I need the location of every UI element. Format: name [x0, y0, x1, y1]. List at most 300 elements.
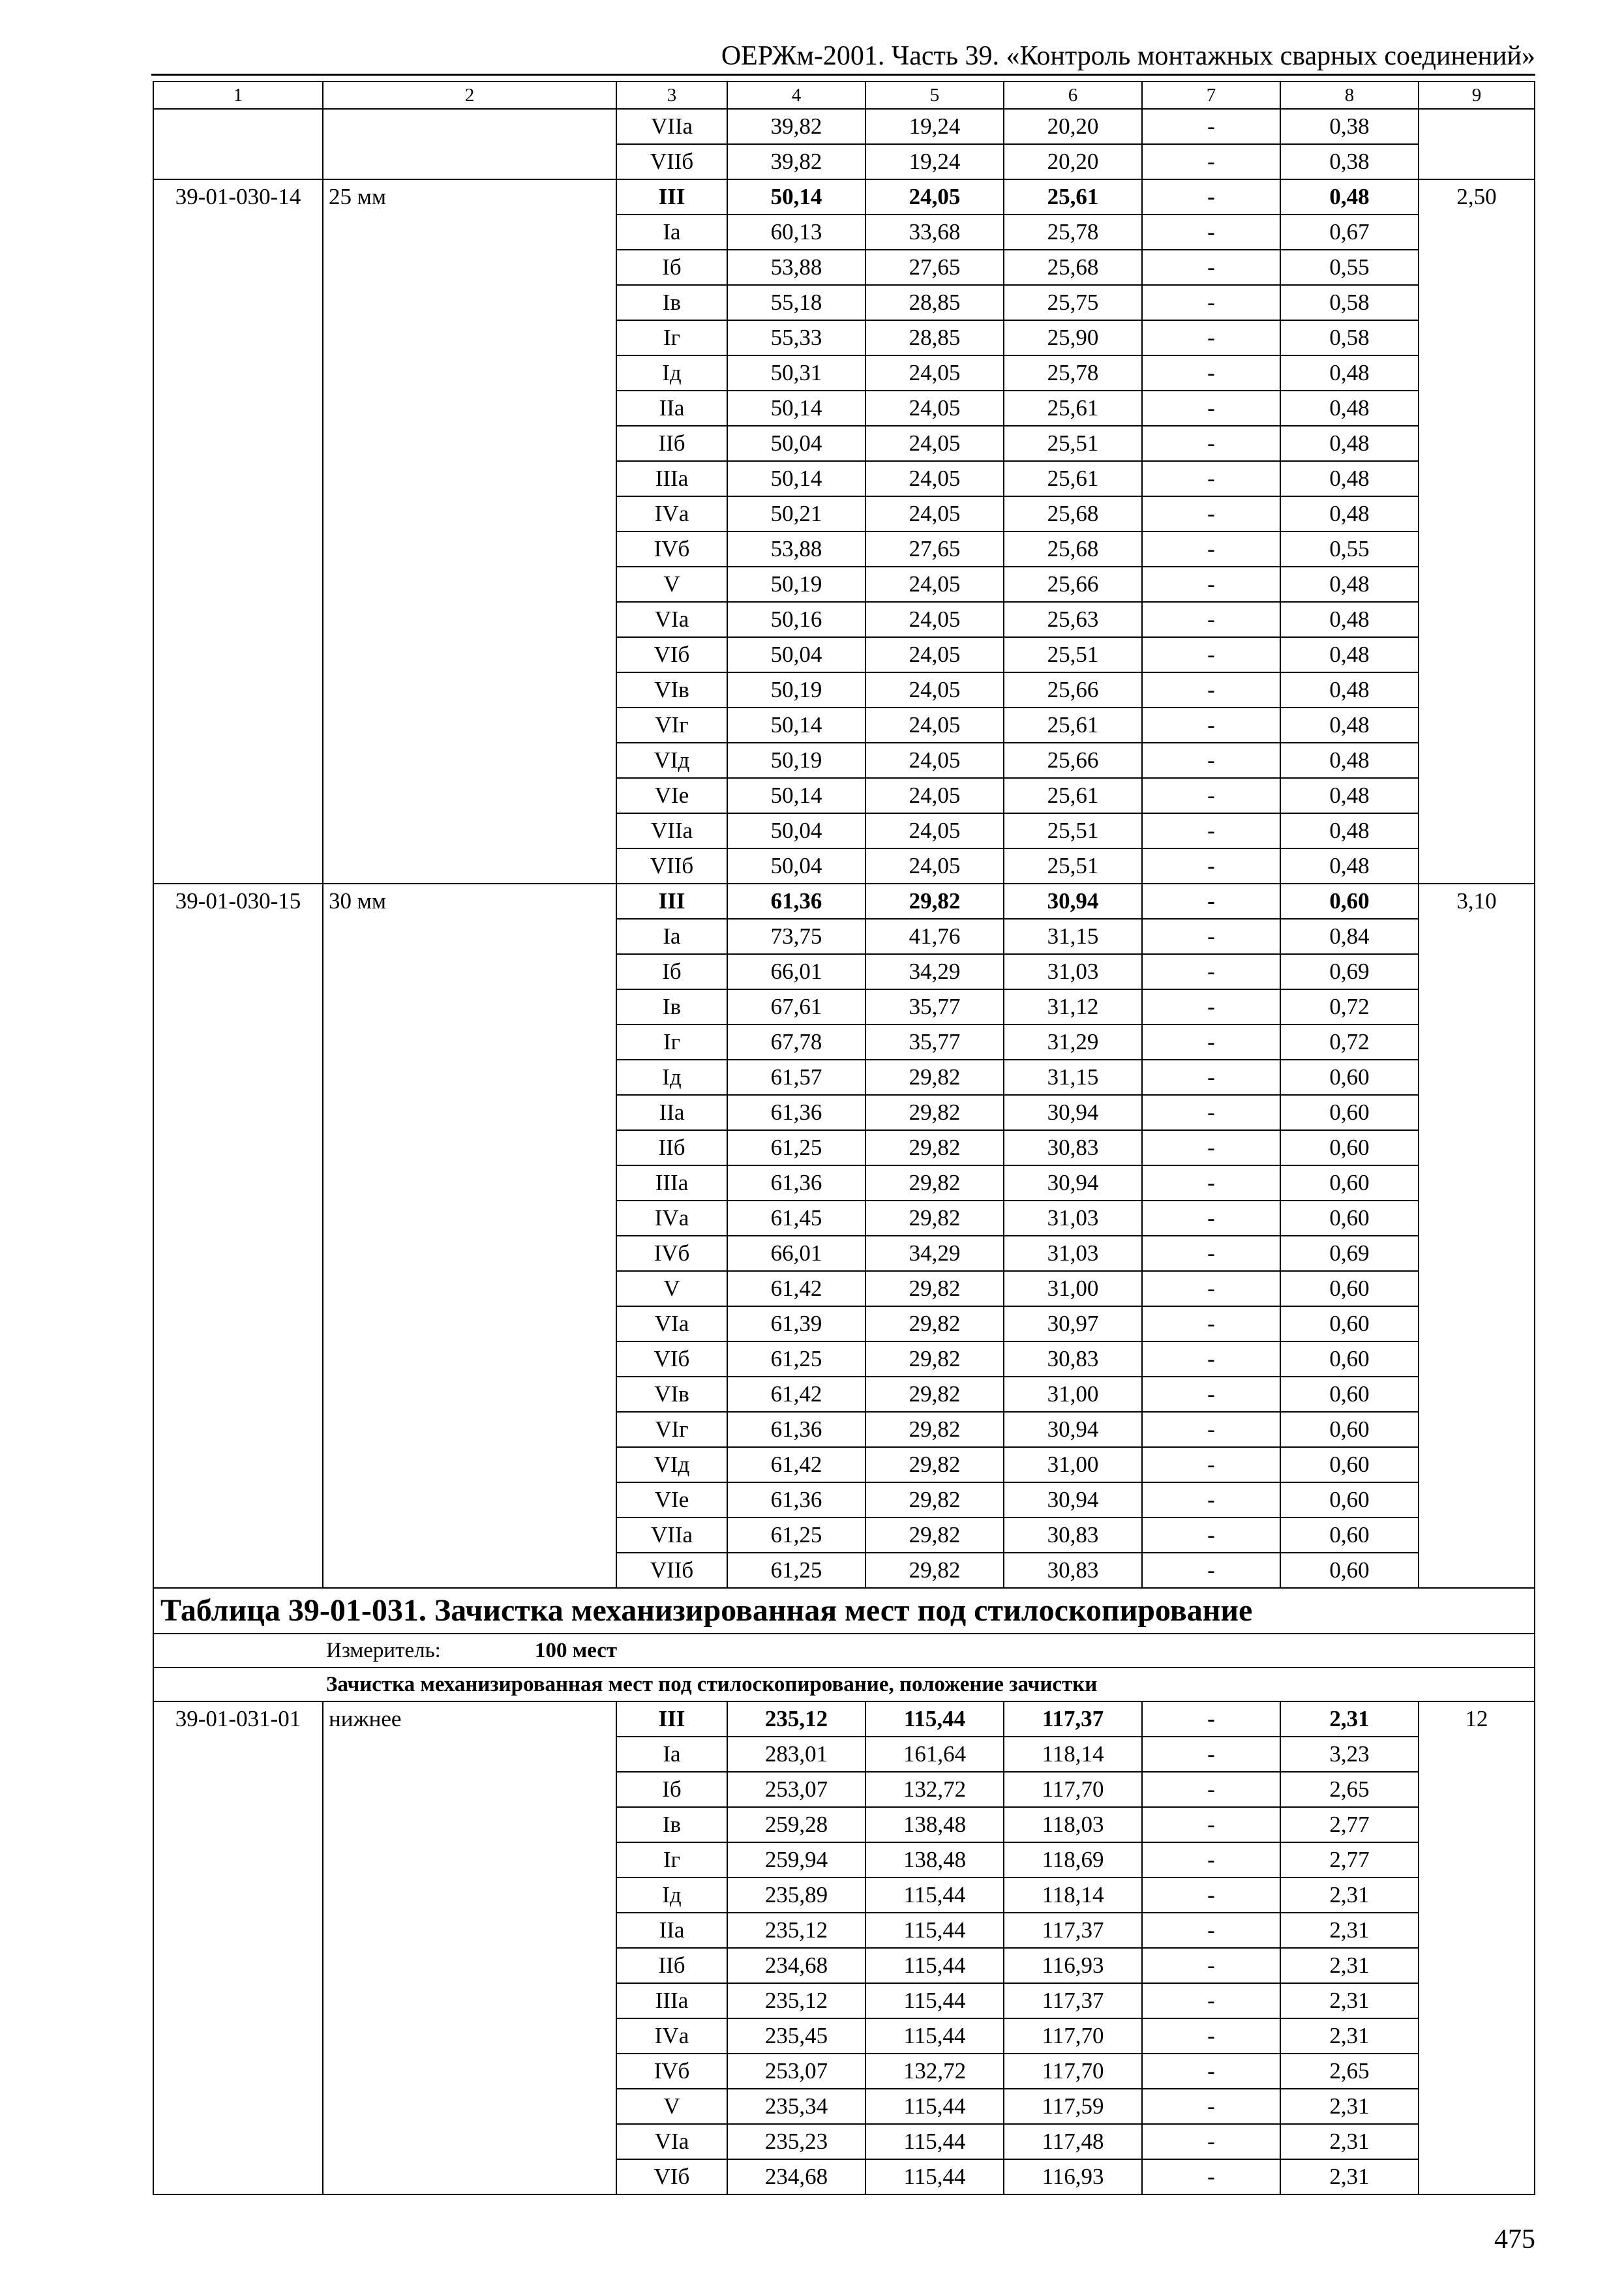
value-cell-8: 2,77	[1280, 1842, 1419, 1878]
value-cell-8: 0,60	[1280, 1377, 1419, 1412]
value-cell-5: 19,24	[865, 144, 1004, 179]
value-cell-5: 35,77	[865, 1025, 1004, 1060]
value-cell-7: -	[1142, 1271, 1280, 1306]
rate-code-cell: 39-01-031-01	[153, 1701, 323, 2194]
zone-cell: Iд	[616, 1878, 727, 1913]
value-cell-8: 0,69	[1280, 954, 1419, 989]
value-cell-7: -	[1142, 1412, 1280, 1447]
value-cell-6: 25,51	[1004, 426, 1142, 461]
value-cell-5: 35,77	[865, 989, 1004, 1025]
value-cell-4: 50,04	[727, 848, 865, 884]
value-cell-8: 0,60	[1280, 884, 1419, 919]
value-cell-7: -	[1142, 1737, 1280, 1772]
value-cell-7: -	[1142, 1236, 1280, 1271]
value-cell-6: 118,14	[1004, 1737, 1142, 1772]
value-cell-6: 117,70	[1004, 2054, 1142, 2089]
value-cell-5: 29,82	[865, 1095, 1004, 1130]
value-cell-7: -	[1142, 1701, 1280, 1737]
value-cell-8: 0,48	[1280, 496, 1419, 531]
value-cell-4: 235,12	[727, 1983, 865, 2018]
unit-cell	[153, 1634, 1535, 1668]
value-cell-7: -	[1142, 989, 1280, 1025]
value-cell-8: 0,72	[1280, 989, 1419, 1025]
value-cell-8: 2,31	[1280, 1701, 1419, 1737]
value-cell-7: -	[1142, 954, 1280, 989]
value-cell-5: 28,85	[865, 320, 1004, 355]
value-cell-8: 0,72	[1280, 1025, 1419, 1060]
value-cell-6: 25,51	[1004, 848, 1142, 884]
zone-cell: Iв	[616, 1807, 727, 1842]
rate-name-cell: 25 мм	[323, 179, 616, 884]
column-number: 4	[727, 82, 865, 109]
section-row	[153, 1668, 1535, 1701]
zone-cell: IVа	[616, 496, 727, 531]
value-cell-6: 31,15	[1004, 919, 1142, 954]
zone-cell: VIIб	[616, 848, 727, 884]
value-cell-8: 0,60	[1280, 1130, 1419, 1165]
table-title: Таблица 39-01-031. Зачистка механизированная мест под стилоскопирование	[153, 1588, 1535, 1634]
value-cell-4: 60,13	[727, 215, 865, 250]
value-cell-7: -	[1142, 391, 1280, 426]
value-cell-8: 0,84	[1280, 919, 1419, 954]
value-cell-6: 30,83	[1004, 1130, 1142, 1165]
value-cell-5: 24,05	[865, 461, 1004, 496]
value-cell-4: 50,14	[727, 708, 865, 743]
zone-cell: V	[616, 567, 727, 602]
value-cell-7: -	[1142, 919, 1280, 954]
value-cell-5: 115,44	[865, 2159, 1004, 2194]
zone-cell: VIб	[616, 637, 727, 672]
value-cell-5: 115,44	[865, 1948, 1004, 1983]
zone-cell: VIг	[616, 1412, 727, 1447]
value-cell-8: 0,67	[1280, 215, 1419, 250]
value-cell-5: 161,64	[865, 1737, 1004, 1772]
value-cell-7: -	[1142, 1060, 1280, 1095]
value-cell-4: 235,89	[727, 1878, 865, 1913]
value-cell-5: 115,44	[865, 1983, 1004, 2018]
zone-cell: Iа	[616, 919, 727, 954]
value-cell-7: -	[1142, 1807, 1280, 1842]
unit-value: 100 мест	[535, 1639, 618, 1662]
value-cell-7: -	[1142, 1553, 1280, 1588]
value-cell-4: 53,88	[727, 250, 865, 285]
value-cell-4: 50,14	[727, 179, 865, 215]
value-cell-7: -	[1142, 531, 1280, 567]
zone-cell: IIIа	[616, 1165, 727, 1201]
value-cell-7: -	[1142, 567, 1280, 602]
zone-cell: Iб	[616, 250, 727, 285]
value-cell-5: 29,82	[865, 1130, 1004, 1165]
value-cell-8: 2,31	[1280, 2018, 1419, 2054]
value-cell-6: 117,37	[1004, 1701, 1142, 1737]
value-cell-7: -	[1142, 1165, 1280, 1201]
value-cell-6: 30,83	[1004, 1553, 1142, 1588]
zone-cell: Iа	[616, 215, 727, 250]
value-cell-4: 67,78	[727, 1025, 865, 1060]
value-cell-6: 25,61	[1004, 778, 1142, 813]
value-cell-6: 20,20	[1004, 109, 1142, 144]
value-cell-7: -	[1142, 2089, 1280, 2124]
value-cell-5: 24,05	[865, 179, 1004, 215]
value-cell-7: -	[1142, 109, 1280, 144]
value-cell-7: -	[1142, 1025, 1280, 1060]
value-cell-8: 2,65	[1280, 1772, 1419, 1807]
value-cell-4: 61,36	[727, 1412, 865, 1447]
value-cell-7: -	[1142, 1201, 1280, 1236]
value-cell-8: 0,38	[1280, 109, 1419, 144]
value-cell-5: 24,05	[865, 602, 1004, 637]
value-cell-4: 253,07	[727, 1772, 865, 1807]
value-cell-6: 31,03	[1004, 954, 1142, 989]
value-cell-8: 2,31	[1280, 1948, 1419, 1983]
value-cell-8: 0,48	[1280, 179, 1419, 215]
zone-cell: IIIа	[616, 461, 727, 496]
value-cell-4: 50,19	[727, 672, 865, 708]
value-cell-5: 34,29	[865, 954, 1004, 989]
zone-cell: IIб	[616, 426, 727, 461]
zone-cell: VIд	[616, 1447, 727, 1482]
column-number: 1	[153, 82, 323, 109]
zone-cell: IIа	[616, 391, 727, 426]
value-cell-6: 30,94	[1004, 884, 1142, 919]
value-cell-7: -	[1142, 1306, 1280, 1341]
value-cell-7: -	[1142, 672, 1280, 708]
table-title-row	[153, 1588, 1535, 1634]
value-cell-7: -	[1142, 2054, 1280, 2089]
value-cell-5: 29,82	[865, 1306, 1004, 1341]
value-cell-7: -	[1142, 215, 1280, 250]
value-cell-6: 25,78	[1004, 355, 1142, 391]
value-cell-7: -	[1142, 2159, 1280, 2194]
value-cell-4: 61,25	[727, 1341, 865, 1377]
value-cell-6: 117,59	[1004, 2089, 1142, 2124]
column-number: 3	[616, 82, 727, 109]
value-cell-8: 0,48	[1280, 426, 1419, 461]
value-cell-8: 0,60	[1280, 1165, 1419, 1201]
value-cell-5: 24,05	[865, 672, 1004, 708]
zone-cell: VIб	[616, 2159, 727, 2194]
value-cell-6: 116,93	[1004, 2159, 1142, 2194]
unit-label: Измеритель:	[326, 1639, 441, 1662]
value-cell-5: 132,72	[865, 1772, 1004, 1807]
value-cell-5: 29,82	[865, 1341, 1004, 1377]
column-number: 5	[865, 82, 1004, 109]
value-cell-8: 0,48	[1280, 602, 1419, 637]
value-cell-6: 25,66	[1004, 743, 1142, 778]
value-cell-7: -	[1142, 461, 1280, 496]
value-cell-4: 61,57	[727, 1060, 865, 1095]
zone-cell: VIв	[616, 672, 727, 708]
value-cell-8: 2,31	[1280, 2159, 1419, 2194]
value-cell-6: 31,03	[1004, 1236, 1142, 1271]
zone-cell: VIд	[616, 743, 727, 778]
value-cell-6: 31,12	[1004, 989, 1142, 1025]
zone-cell: Iг	[616, 1842, 727, 1878]
rate-code-cell	[153, 109, 323, 179]
zone-cell: IVа	[616, 1201, 727, 1236]
value-cell-4: 50,19	[727, 567, 865, 602]
value-cell-5: 115,44	[865, 2089, 1004, 2124]
value-cell-6: 25,61	[1004, 179, 1142, 215]
value-cell-7: -	[1142, 637, 1280, 672]
value-cell-8: 0,60	[1280, 1306, 1419, 1341]
value-cell-6: 31,00	[1004, 1271, 1142, 1306]
value-cell-7: -	[1142, 144, 1280, 179]
value-cell-8: 2,31	[1280, 1913, 1419, 1948]
value-cell-6: 25,63	[1004, 602, 1142, 637]
value-cell-7: -	[1142, 602, 1280, 637]
value-cell-5: 29,82	[865, 1271, 1004, 1306]
value-cell-5: 115,44	[865, 1878, 1004, 1913]
value-cell-4: 61,36	[727, 1095, 865, 1130]
value-cell-4: 235,45	[727, 2018, 865, 2054]
value-cell-8: 0,55	[1280, 531, 1419, 567]
column-number: 8	[1280, 82, 1419, 109]
value-cell-5: 24,05	[865, 708, 1004, 743]
value-cell-7: -	[1142, 1095, 1280, 1130]
zone-cell: Iд	[616, 355, 727, 391]
value-cell-5: 29,82	[865, 1518, 1004, 1553]
value-cell-6: 117,70	[1004, 2018, 1142, 2054]
column-number: 9	[1419, 82, 1535, 109]
zone-cell: Iг	[616, 1025, 727, 1060]
value-cell-9	[1419, 109, 1535, 179]
value-cell-5: 115,44	[865, 2124, 1004, 2159]
value-cell-5: 29,82	[865, 1165, 1004, 1201]
value-cell-4: 61,42	[727, 1377, 865, 1412]
rates-table-body	[153, 82, 1535, 2194]
value-cell-9: 3,10	[1419, 884, 1535, 1588]
value-cell-7: -	[1142, 813, 1280, 848]
rate-name-cell: нижнее	[323, 1701, 616, 2194]
value-cell-8: 0,48	[1280, 778, 1419, 813]
value-cell-5: 29,82	[865, 1377, 1004, 1412]
column-number: 2	[323, 82, 616, 109]
value-cell-7: -	[1142, 2124, 1280, 2159]
zone-cell: Iб	[616, 954, 727, 989]
zone-cell: VIв	[616, 1377, 727, 1412]
value-cell-6: 25,51	[1004, 813, 1142, 848]
value-cell-4: 253,07	[727, 2054, 865, 2089]
value-cell-5: 24,05	[865, 848, 1004, 884]
value-cell-6: 31,15	[1004, 1060, 1142, 1095]
value-cell-5: 29,82	[865, 1553, 1004, 1588]
value-cell-8: 2,31	[1280, 1983, 1419, 2018]
zone-cell: Iб	[616, 1772, 727, 1807]
value-cell-6: 25,75	[1004, 285, 1142, 320]
rate-code-cell: 39-01-030-14	[153, 179, 323, 884]
zone-cell: IIа	[616, 1095, 727, 1130]
value-cell-5: 115,44	[865, 1701, 1004, 1737]
value-cell-6: 25,66	[1004, 672, 1142, 708]
value-cell-6: 118,69	[1004, 1842, 1142, 1878]
value-cell-5: 29,82	[865, 1482, 1004, 1518]
value-cell-6: 25,61	[1004, 391, 1142, 426]
section-heading: Зачистка механизированная мест под стилоскопирование, положение зачистки	[153, 1668, 1535, 1701]
value-cell-6: 30,83	[1004, 1518, 1142, 1553]
value-cell-4: 234,68	[727, 2159, 865, 2194]
value-cell-7: -	[1142, 778, 1280, 813]
rate-name-cell: 30 мм	[323, 884, 616, 1588]
table-row	[153, 109, 1535, 144]
rates-table	[153, 81, 1535, 2195]
zone-cell: V	[616, 2089, 727, 2124]
value-cell-5: 27,65	[865, 531, 1004, 567]
value-cell-5: 19,24	[865, 109, 1004, 144]
zone-cell: IVб	[616, 2054, 727, 2089]
value-cell-4: 50,04	[727, 426, 865, 461]
value-cell-6: 117,48	[1004, 2124, 1142, 2159]
value-cell-7: -	[1142, 496, 1280, 531]
value-cell-5: 24,05	[865, 355, 1004, 391]
value-cell-4: 61,25	[727, 1130, 865, 1165]
zone-cell: IIа	[616, 1913, 727, 1948]
value-cell-4: 259,28	[727, 1807, 865, 1842]
value-cell-8: 0,48	[1280, 708, 1419, 743]
value-cell-4: 50,21	[727, 496, 865, 531]
table-row	[153, 179, 1535, 215]
value-cell-5: 115,44	[865, 2018, 1004, 2054]
value-cell-4: 61,36	[727, 884, 865, 919]
value-cell-8: 0,60	[1280, 1060, 1419, 1095]
value-cell-8: 2,65	[1280, 2054, 1419, 2089]
value-cell-7: -	[1142, 1948, 1280, 1983]
value-cell-4: 50,31	[727, 355, 865, 391]
value-cell-7: -	[1142, 884, 1280, 919]
zone-cell: IIб	[616, 1130, 727, 1165]
zone-cell: Iг	[616, 320, 727, 355]
value-cell-5: 29,82	[865, 1060, 1004, 1095]
value-cell-9: 2,50	[1419, 179, 1535, 884]
value-cell-7: -	[1142, 285, 1280, 320]
value-cell-7: -	[1142, 1913, 1280, 1948]
value-cell-8: 0,60	[1280, 1518, 1419, 1553]
value-cell-4: 50,14	[727, 461, 865, 496]
zone-cell: VIа	[616, 1306, 727, 1341]
zone-cell: VIIа	[616, 109, 727, 144]
value-cell-4: 55,18	[727, 285, 865, 320]
zone-cell: Iв	[616, 285, 727, 320]
value-cell-6: 20,20	[1004, 144, 1142, 179]
zone-cell: IIIа	[616, 1983, 727, 2018]
value-cell-5: 138,48	[865, 1842, 1004, 1878]
value-cell-5: 24,05	[865, 391, 1004, 426]
value-cell-8: 0,48	[1280, 848, 1419, 884]
value-cell-8: 0,60	[1280, 1412, 1419, 1447]
value-cell-6: 25,68	[1004, 250, 1142, 285]
value-cell-8: 0,60	[1280, 1553, 1419, 1588]
value-cell-4: 66,01	[727, 954, 865, 989]
rate-code-cell: 39-01-030-15	[153, 884, 323, 1588]
value-cell-6: 117,37	[1004, 1913, 1142, 1948]
column-number: 7	[1142, 82, 1280, 109]
zone-cell: IVб	[616, 1236, 727, 1271]
value-cell-6: 25,51	[1004, 637, 1142, 672]
value-cell-4: 39,82	[727, 144, 865, 179]
value-cell-5: 29,82	[865, 884, 1004, 919]
value-cell-7: -	[1142, 2018, 1280, 2054]
zone-cell: III	[616, 884, 727, 919]
value-cell-6: 30,97	[1004, 1306, 1142, 1341]
zone-cell: VIг	[616, 708, 727, 743]
value-cell-5: 29,82	[865, 1201, 1004, 1236]
zone-cell: IIб	[616, 1948, 727, 1983]
value-cell-6: 30,94	[1004, 1165, 1142, 1201]
unit-row	[153, 1634, 1535, 1668]
zone-cell: VIIа	[616, 1518, 727, 1553]
value-cell-4: 234,68	[727, 1948, 865, 1983]
zone-cell: VIе	[616, 1482, 727, 1518]
value-cell-8: 0,48	[1280, 813, 1419, 848]
value-cell-8: 0,60	[1280, 1482, 1419, 1518]
value-cell-7: -	[1142, 1772, 1280, 1807]
value-cell-7: -	[1142, 250, 1280, 285]
zone-cell: VIIб	[616, 1553, 727, 1588]
value-cell-6: 25,78	[1004, 215, 1142, 250]
value-cell-5: 24,05	[865, 567, 1004, 602]
value-cell-6: 117,37	[1004, 1983, 1142, 2018]
value-cell-5: 24,05	[865, 778, 1004, 813]
value-cell-4: 61,45	[727, 1201, 865, 1236]
zone-cell: VIе	[616, 778, 727, 813]
value-cell-5: 34,29	[865, 1236, 1004, 1271]
value-cell-4: 61,42	[727, 1271, 865, 1306]
value-cell-6: 25,68	[1004, 531, 1142, 567]
value-cell-5: 29,82	[865, 1412, 1004, 1447]
value-cell-4: 61,36	[727, 1165, 865, 1201]
value-cell-7: -	[1142, 708, 1280, 743]
value-cell-8: 0,48	[1280, 391, 1419, 426]
table-row	[153, 884, 1535, 919]
value-cell-4: 39,82	[727, 109, 865, 144]
value-cell-5: 28,85	[865, 285, 1004, 320]
value-cell-6: 25,68	[1004, 496, 1142, 531]
value-cell-7: -	[1142, 1130, 1280, 1165]
zone-cell: Iв	[616, 989, 727, 1025]
value-cell-7: -	[1142, 1377, 1280, 1412]
value-cell-5: 115,44	[865, 1913, 1004, 1948]
value-cell-6: 31,00	[1004, 1377, 1142, 1412]
value-cell-6: 25,61	[1004, 461, 1142, 496]
value-cell-4: 235,12	[727, 1913, 865, 1948]
value-cell-8: 0,60	[1280, 1447, 1419, 1482]
value-cell-4: 61,25	[727, 1518, 865, 1553]
value-cell-4: 67,61	[727, 989, 865, 1025]
value-cell-4: 50,14	[727, 778, 865, 813]
value-cell-6: 30,94	[1004, 1095, 1142, 1130]
value-cell-8: 2,31	[1280, 2089, 1419, 2124]
running-header: ОЕРЖм-2001. Часть 39. «Контроль монтажных сварных соединений»	[721, 41, 1535, 71]
value-cell-6: 31,00	[1004, 1447, 1142, 1482]
value-cell-4: 53,88	[727, 531, 865, 567]
value-cell-5: 27,65	[865, 250, 1004, 285]
value-cell-4: 50,19	[727, 743, 865, 778]
value-cell-7: -	[1142, 848, 1280, 884]
value-cell-4: 235,34	[727, 2089, 865, 2124]
value-cell-8: 0,48	[1280, 672, 1419, 708]
value-cell-7: -	[1142, 355, 1280, 391]
value-cell-8: 0,69	[1280, 1236, 1419, 1271]
value-cell-8: 2,31	[1280, 2124, 1419, 2159]
value-cell-6: 30,83	[1004, 1341, 1142, 1377]
value-cell-7: -	[1142, 743, 1280, 778]
value-cell-6: 116,93	[1004, 1948, 1142, 1983]
column-number-row	[153, 82, 1535, 109]
value-cell-7: -	[1142, 1482, 1280, 1518]
value-cell-4: 235,23	[727, 2124, 865, 2159]
zone-cell: VIIа	[616, 813, 727, 848]
value-cell-4: 55,33	[727, 320, 865, 355]
